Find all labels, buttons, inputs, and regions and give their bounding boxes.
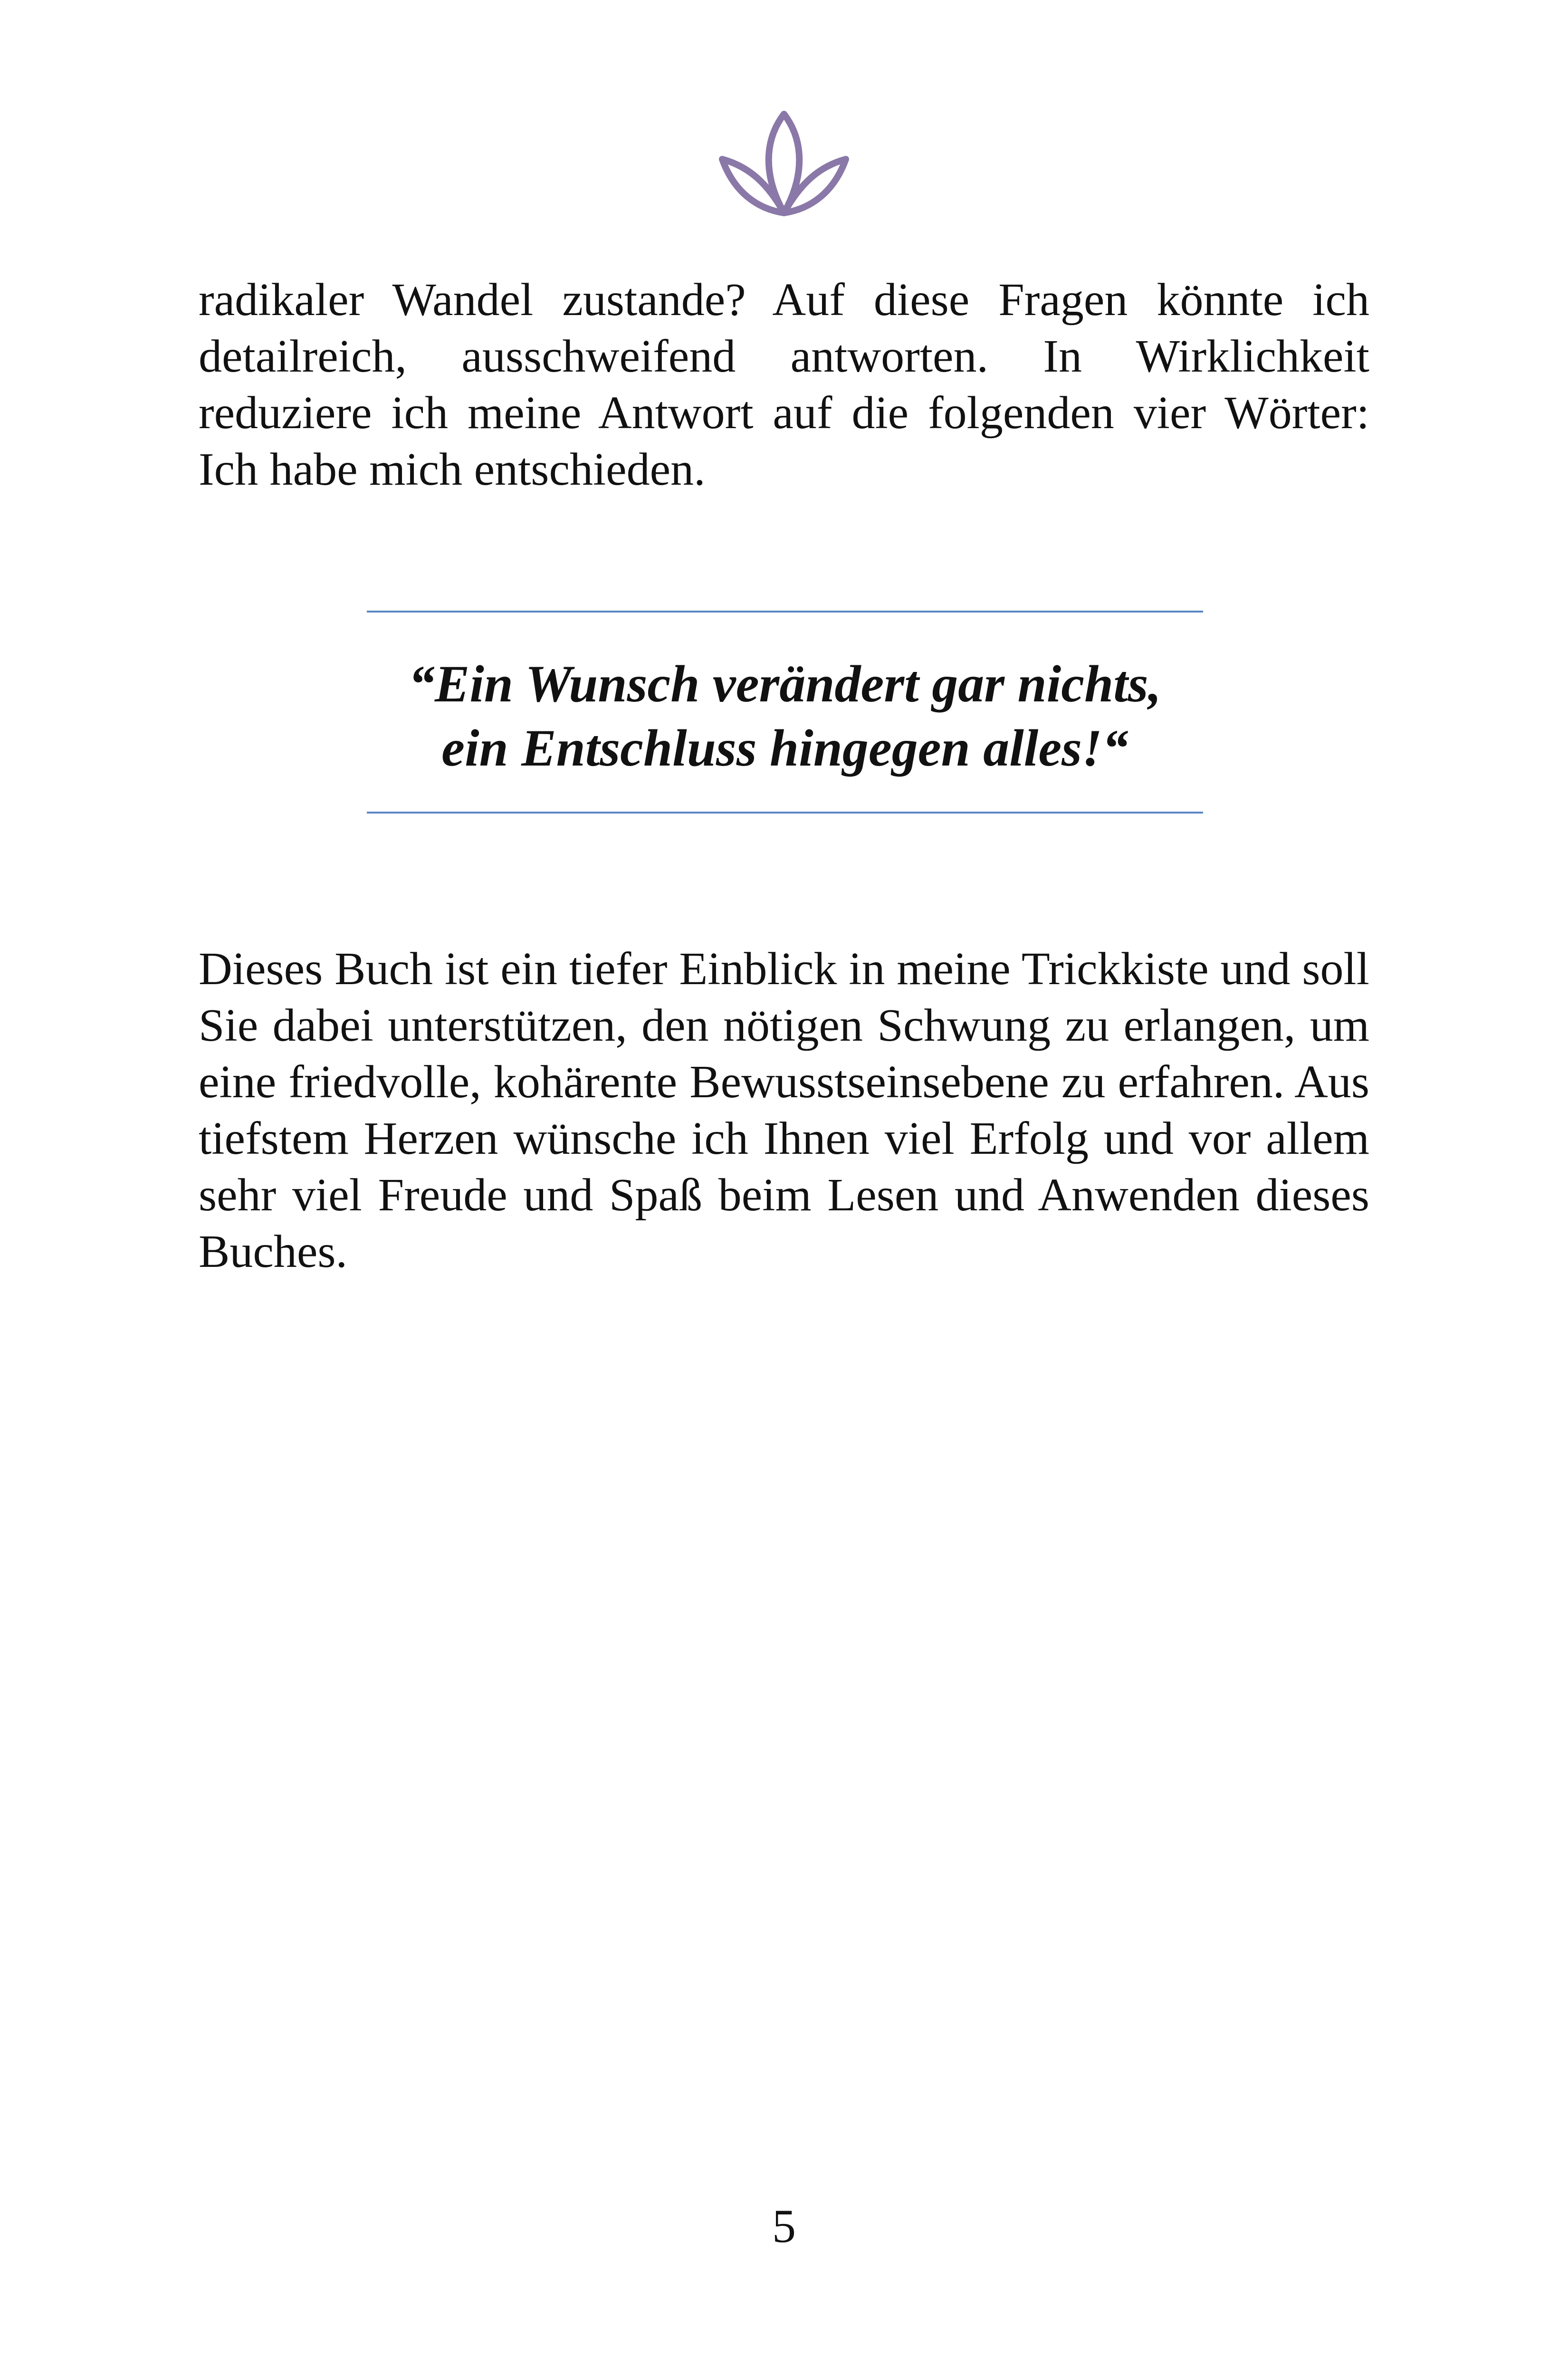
pull-quote-line: ein Entschluss hingegen alles!“ bbox=[441, 719, 1128, 777]
pull-quote-line: “Ein Wunsch verändert gar nichts, bbox=[408, 655, 1162, 713]
lotus-icon bbox=[713, 105, 855, 228]
body-paragraph: Dieses Buch ist ein tiefer Einblick in meine Trickkiste und soll Sie dabei unterstützen, den nötigen Schwung zu erlangen, um eine friedvolle, kohärente Bewusstseinsebene zu erfahren. Aus tiefstem Herzen wünsche ich Ihnen viel Erfolg und vor allem sehr viel Freude und Spaß beim Lesen und Anwenden dieses Buches. bbox=[199, 943, 1369, 1277]
quote-divider-top bbox=[367, 611, 1203, 613]
body-paragraph: radikaler Wandel zustande? Auf diese Fragen könnte ich detailreich, ausschweifend antworten. In Wirklichkeit reduziere ich meine Antwort auf die folgenden vier Wörter: Ich habe mich entschieden. bbox=[199, 274, 1369, 495]
pull-quote bbox=[367, 652, 1203, 780]
page-number: 5 bbox=[772, 2200, 796, 2252]
quote-divider-bottom bbox=[367, 812, 1203, 814]
